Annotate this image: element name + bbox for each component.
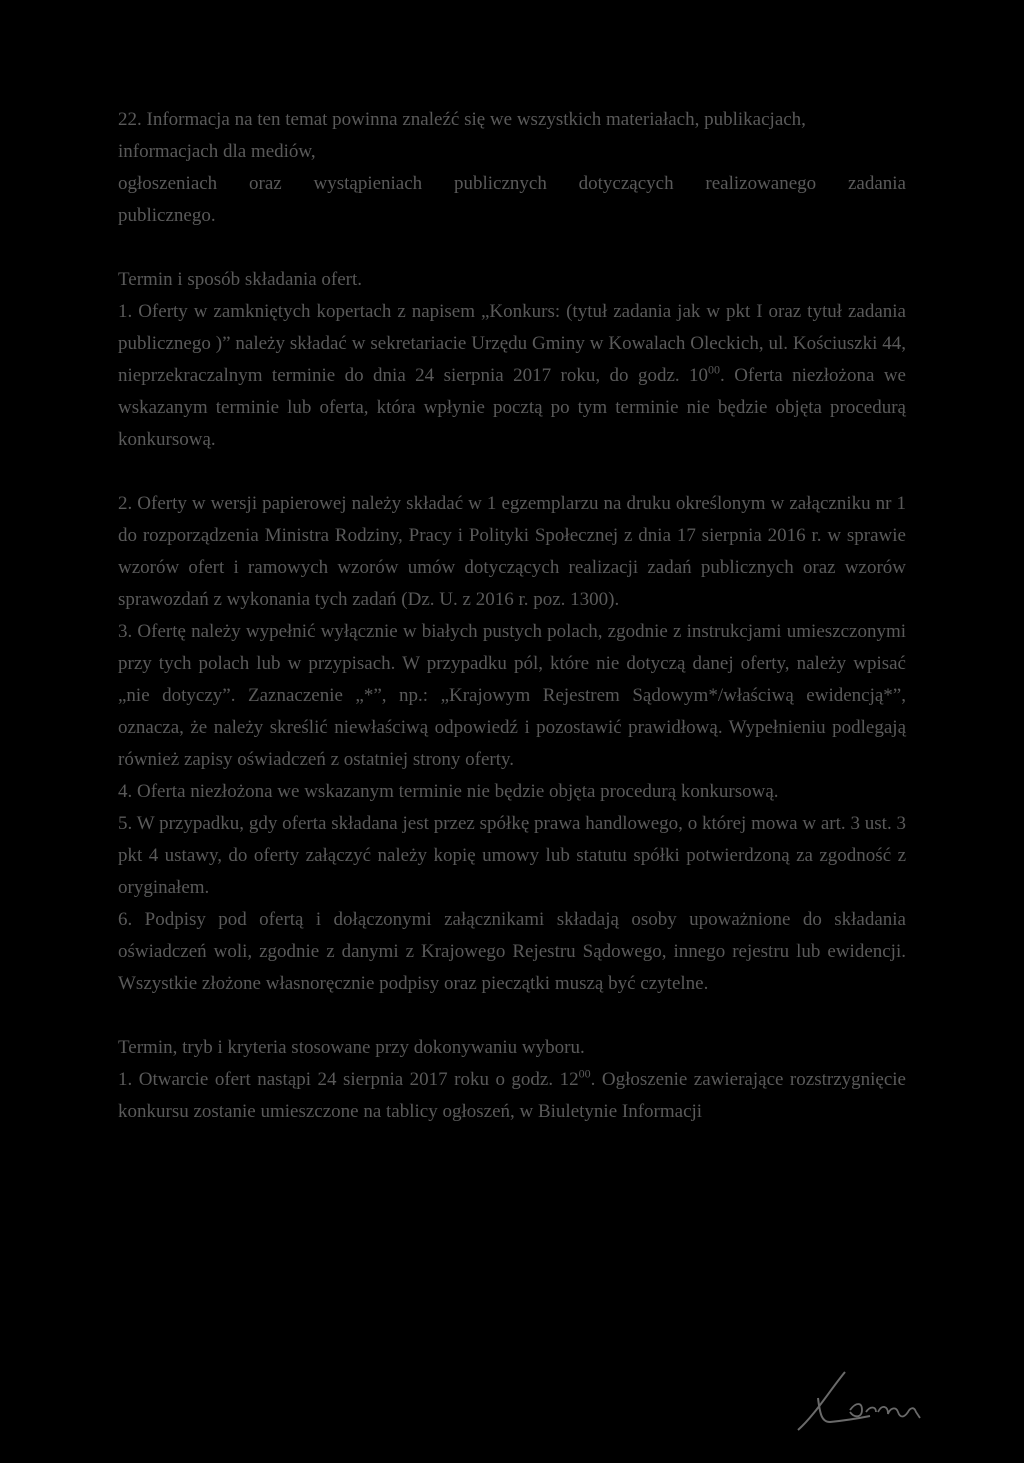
spacer xyxy=(118,232,906,264)
section-22-line-2: informacjach dla mediów, xyxy=(118,141,316,162)
terms-paragraph-5: 5. W przypadku, gdy oferta składana jest przez spółkę prawa handlowego, o której mowa w art. 3 ust. 3 pkt 4 ustawy, do oferty załączyć należy kopię umowy lub statutu spółki potwierdzoną za zgodność z oryginałem. xyxy=(118,813,906,898)
document-page xyxy=(118,104,906,1128)
terms-paragraph-3: 3. Ofertę należy wypełnić wyłącznie w białych pustych polach, zgodnie z instrukcjami umieszczonymi przy tych polach lub w przypisach. W przypadku pól, które nie dotyczą danej oferty, należy wpisać „nie dotyczy”. Zaznaczenie „*”, np.: „Krajowym Rejestrem Sądowym*/właściwą ewidencją*”, oznacza, że należy skreślić niewłaściwą odpowiedź i pozostawić prawidłową. Wypełnieniu podlegają również zapisy oświadczeń z ostatniej strony oferty. xyxy=(118,621,906,770)
selection-heading: Termin, tryb i kryteria stosowane przy dokonywaniu wyboru. xyxy=(118,1037,585,1058)
handwritten-signature xyxy=(790,1360,940,1440)
terms-heading: Termin i sposób składania ofert. xyxy=(118,269,363,290)
terms-paragraph-1-superscript: 00 xyxy=(708,362,721,377)
spacer xyxy=(118,1000,906,1032)
section-22 xyxy=(118,104,906,232)
selection-paragraph-1-end: . Ogłoszenie zawierające rozstrzygnięcie konkursu zostanie umieszczone na tablicy ogłoszeń, w Biuletynie Informacji xyxy=(118,1069,906,1122)
section-22-line-3: ogłoszeniach oraz wystąpieniach publicznych dotyczących realizowanego zadania xyxy=(118,173,906,194)
terms-paragraph-4: 4. Oferta niezłożona we wskazanym terminie nie będzie objęta procedurą konkursową. xyxy=(118,781,779,802)
selection-paragraph-1-text: 1. Otwarcie ofert nastąpi 24 sierpnia 2017 roku o godz. 12 xyxy=(118,1069,579,1090)
section-22-line-1: 22. Informacja na ten temat powinna znaleźć się we wszystkich materiałach, publikacjach, xyxy=(118,109,806,130)
terms-paragraph-1-end: . Oferta niezłożona we wskazanym terminie lub oferta, która wpłynie pocztą po tym terminie nie będzie objęta procedurą konkursową. xyxy=(118,365,906,450)
terms-paragraph-6: 6. Podpisy pod ofertą i dołączonymi załącznikami składają osoby upoważnione do składania oświadczeń woli, zgodnie z danymi z Krajowego Rejestru Sądowego, innego rejestru lub ewidencji. Wszystkie złożone własnoręcznie podpisy oraz pieczątki muszą być czytelne. xyxy=(118,909,906,994)
selection-paragraph-1-superscript: 00 xyxy=(578,1066,591,1081)
selection-paragraph-1 xyxy=(118,1064,906,1128)
spacer xyxy=(118,456,906,488)
terms-paragraph-2: 2. Oferty w wersji papierowej należy składać w 1 egzemplarzu na druku określonym w załączniku nr 1 do rozporządzenia Ministra Rodziny, Pracy i Polityki Społecznej z dnia 17 sierpnia 2016 r. w sprawie wzorów ofert i ramowych wzorów umów dotyczących realizacji zadań publicznych oraz wzorów sprawozdań z wykonania tych zadań (Dz. U. z 2016 r. poz. 1300). xyxy=(118,493,906,610)
section-22-line-4: publicznego. xyxy=(118,205,216,226)
terms-paragraph-1 xyxy=(118,296,906,456)
terms-paragraph-1-text: 1. Oferty w zamkniętych kopertach z napisem „Konkurs: (tytuł zadania jak w pkt I oraz tytuł zadania publicznego )” należy składać w sekretariacie Urzędu Gminy w Kowalach Oleckich, ul. Kościuszki 44, nieprzekraczalnym terminie do dnia 24 sierpnia 2017 roku, do godz. 10 xyxy=(118,301,906,386)
